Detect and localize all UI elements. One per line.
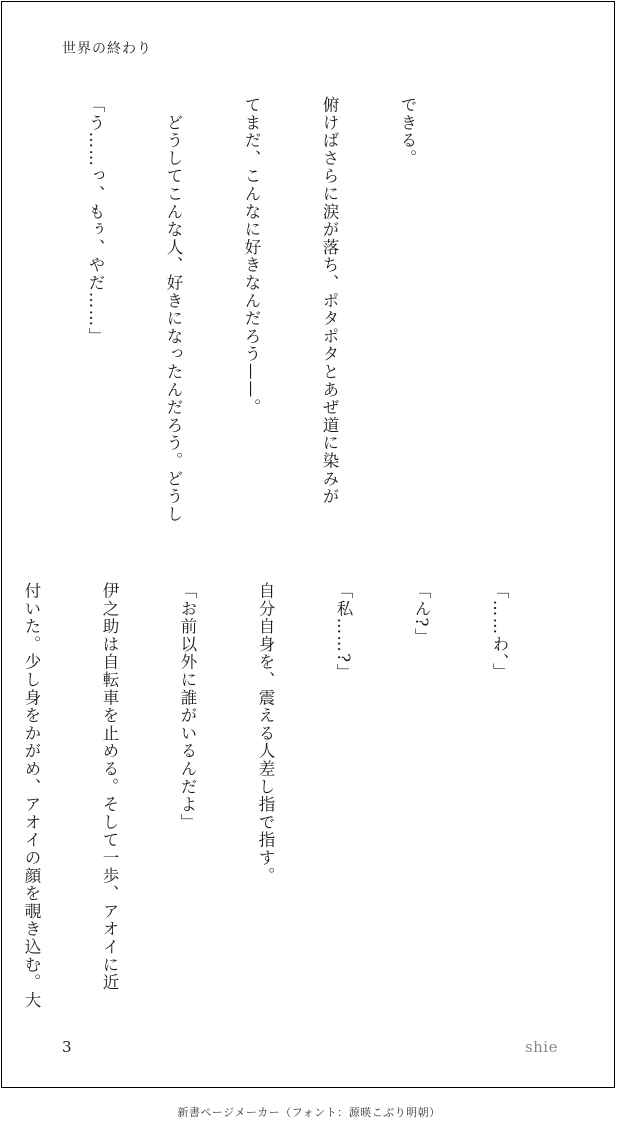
author-name: shie [524, 1038, 558, 1056]
text-line: 「……わ、」 [490, 582, 509, 681]
text-line: 「お前以外に誰がいるんだよ」 [178, 582, 197, 832]
text-line: できる。 [398, 96, 417, 168]
footer-credit: 新書ページメーカー（フォント：源暎こぶり明朝） [177, 1106, 441, 1119]
upper-text-block [54, 96, 472, 566]
chapter-title: 世界の終わり [62, 41, 152, 57]
blank-line [4, 96, 30, 566]
text-line: どうしてこんな人、好きになったんだろう。どうし [164, 96, 183, 524]
text-line: 伊之助は自転車を止める。そして一歩、アオイに近 [100, 582, 119, 992]
text-line: 「ん?」 [412, 582, 431, 646]
lower-text-block [22, 582, 564, 1012]
page-number: 3 [62, 1038, 72, 1056]
book-page [1, 1, 615, 1088]
text-line: 「う……っ、もぅ、やだ……」 [86, 96, 105, 346]
text-line: 自分自身を、震える人差し指で指す。 [256, 582, 275, 885]
text-line: てまだ、こんなに好きなんだろう——。 [242, 96, 261, 417]
text-line: 俯けばさらに涙が落ち、ポタポタとあぜ道に染みが [320, 96, 339, 506]
text-line: 「私……?」 [334, 582, 353, 682]
text-line: 付いた。少し身をかがめ、アオイの顔を覗き込む。大 [22, 582, 41, 1010]
